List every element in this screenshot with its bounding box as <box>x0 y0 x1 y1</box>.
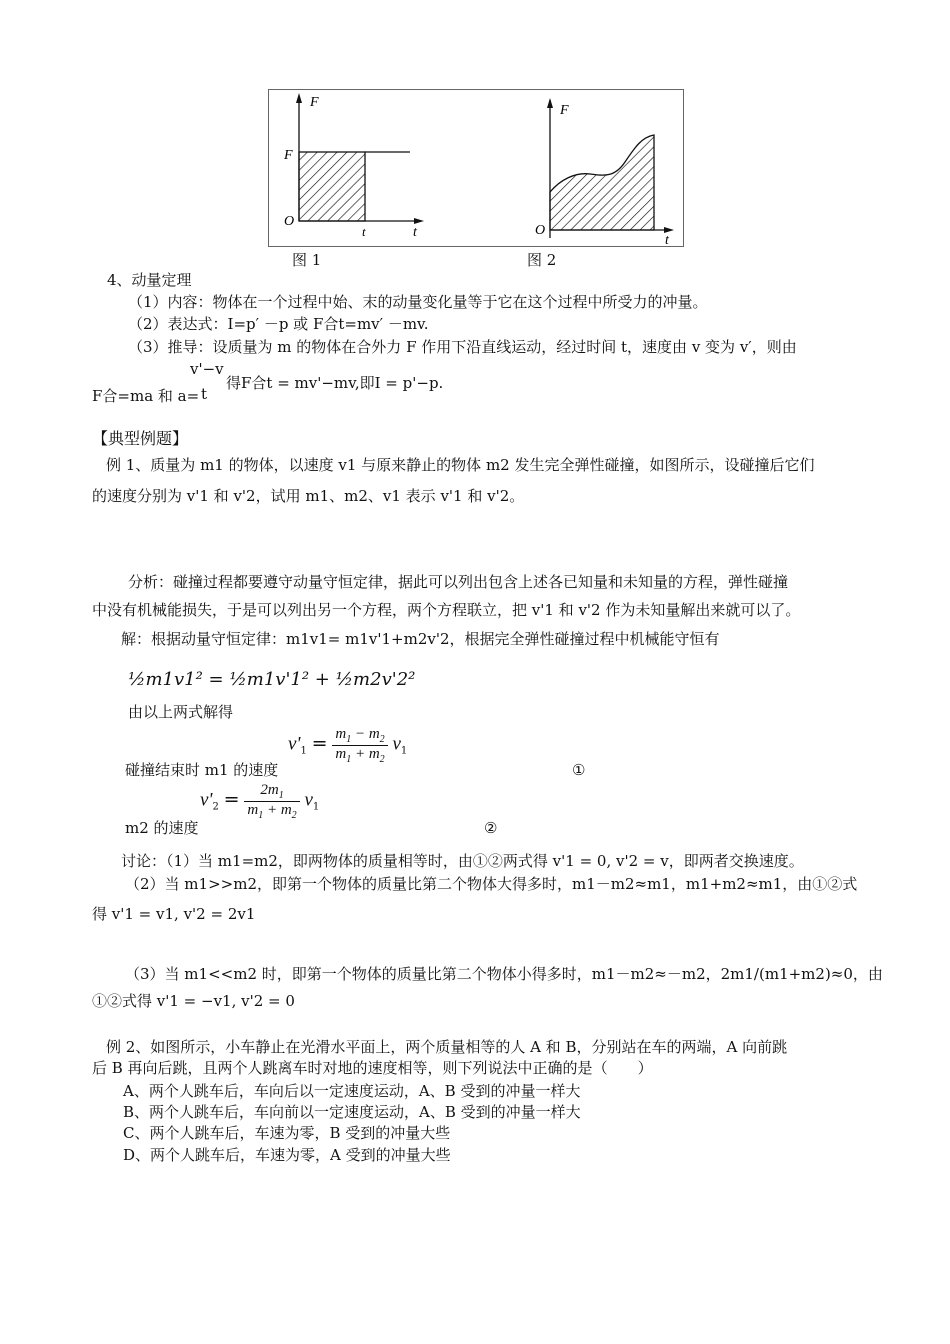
discussion-case-3-result: ①②式得 v'1 = −v1, v'2 = 0 <box>92 992 295 1010</box>
derivation-lhs: F合=ma 和 a= <box>92 387 200 405</box>
equation-marker-2: ② <box>484 819 498 837</box>
derivation-rhs: 得F合t = mv'−mv,即I = p'−p. <box>226 374 444 392</box>
example1-analysis-line2: 中没有机械能损失，于是可以列出另一个方程，两个方程联立，把 v'1 和 v'2 作为未知量解出来就可以了。 <box>92 601 801 619</box>
equation-marker-1: ① <box>572 761 586 779</box>
m2-velocity-formula: $v'_2$ = $\frac{2m_1}{m_1 + m_2}$ $v_1$ <box>200 782 320 821</box>
m1-velocity-label: 碰撞结束时 m1 的速度 <box>125 761 279 779</box>
fig2-impulse-area <box>550 135 654 230</box>
examples-heading: 【典型例题】 <box>92 429 189 448</box>
discussion-case-2-result: 得 v'1 = v1, v'2 = 2v1 <box>92 905 256 923</box>
fig1-f-level-label: F <box>284 148 293 163</box>
fig1-axis-y-label: F <box>310 95 319 110</box>
fig2-y-arrow <box>547 98 553 108</box>
theorem-heading: 4、动量定理 <box>107 271 192 289</box>
example2-question-line1: 例 2、如图所示，小车静止在光滑水平面上，两个质量相等的人 A 和 B，分别站在车的两端，A 向前跳 <box>106 1038 788 1056</box>
solve-text: 由以上两式解得 <box>128 703 234 721</box>
fig2-origin-label: O <box>535 223 546 238</box>
example1-analysis-line1: 分析：碰撞过程都要遵守动量守恒定律，据此可以列出包含上述各已知量和未知量的方程，弹性碰撞 <box>128 573 789 591</box>
m1-velocity-formula: $v'_1$ = $\frac{m_1 - m_2}{m_1 + m_2}$ $v_1$ <box>288 726 408 765</box>
discussion-case-3: （3）当 m1<<m2 时，即第一个物体的质量比第二个物体小得多时，m1－m2≈－m2，2m1/(m1+m2)≈0，由 <box>125 965 883 983</box>
figure-1-caption: 图 1 <box>292 251 322 269</box>
figure-2-caption: 图 2 <box>527 251 557 269</box>
energy-conservation-equation: ½m1v1² = ½m1v'1² + ½m2v'2² <box>128 669 416 690</box>
figure-1-graph <box>270 90 440 245</box>
fig2-axis-y-label: F <box>560 103 569 118</box>
discussion-case-1: 讨论：（1）当 m1=m2，即两物体的质量相等时，由①②两式得 v'1 = 0, v'2 = v，即两者交换速度。 <box>121 852 804 870</box>
fig2-axis-x-label: t <box>665 233 669 245</box>
fig1-y-arrow <box>296 93 302 103</box>
derivation-denominator: t <box>201 385 208 403</box>
fig1-t-mark-label: t <box>362 224 366 239</box>
example1-question-line1: 例 1、质量为 m1 的物体，以速度 v1 与原来静止的物体 m2 发生完全弹性碰撞，如图所示，设碰撞后它们 <box>106 456 815 474</box>
example2-question-line2: 后 B 再向后跳，且两个人跳离车时对地的速度相等，则下列说法中正确的是（ ） <box>92 1059 653 1077</box>
fig1-origin-label: O <box>284 214 295 229</box>
fig1-impulse-area <box>299 152 365 221</box>
example1-solution: 解：根据动量守恒定律：m1v1= m1v'1+m2v'2，根据完全弹性碰撞过程中机械能守恒有 <box>121 630 720 648</box>
example2-option-b: B、两个人跳车后，车向前以一定速度运动，A、B 受到的冲量一样大 <box>123 1103 581 1121</box>
fig1-axis-x-label: t <box>413 225 417 240</box>
theorem-derivation: （3）推导：设质量为 m 的物体在合外力 F 作用下沿直线运动，经过时间 t，速度由 v 变为 v′，则由 <box>128 338 797 356</box>
fig1-x-arrow <box>414 218 424 224</box>
theorem-expression: （2）表达式：I=p′ －p 或 F合t=mv′ －mv. <box>128 315 429 333</box>
theorem-content: （1）内容：物体在一个过程中始、末的动量变化量等于它在这个过程中所受力的冲量。 <box>128 293 708 311</box>
discussion-case-2: （2）当 m1>>m2，即第一个物体的质量比第二个物体大得多时，m1－m2≈m1，m1+m2≈m1，由①②式 <box>125 875 858 893</box>
example2-option-a: A、两个人跳车后，车向后以一定速度运动，A、B 受到的冲量一样大 <box>123 1082 581 1100</box>
example2-option-c: C、两个人跳车后，车速为零，B 受到的冲量大些 <box>123 1124 451 1142</box>
m2-velocity-label: m2 的速度 <box>125 819 199 837</box>
example1-question-line2: 的速度分别为 v'1 和 v'2，试用 m1、m2、v1 表示 v'1 和 v'2。 <box>92 487 525 505</box>
figure-2-graph <box>530 92 680 245</box>
example2-option-d: D、两个人跳车后，车速为零，A 受到的冲量大些 <box>123 1146 451 1164</box>
derivation-numerator: v'−v <box>190 360 224 378</box>
